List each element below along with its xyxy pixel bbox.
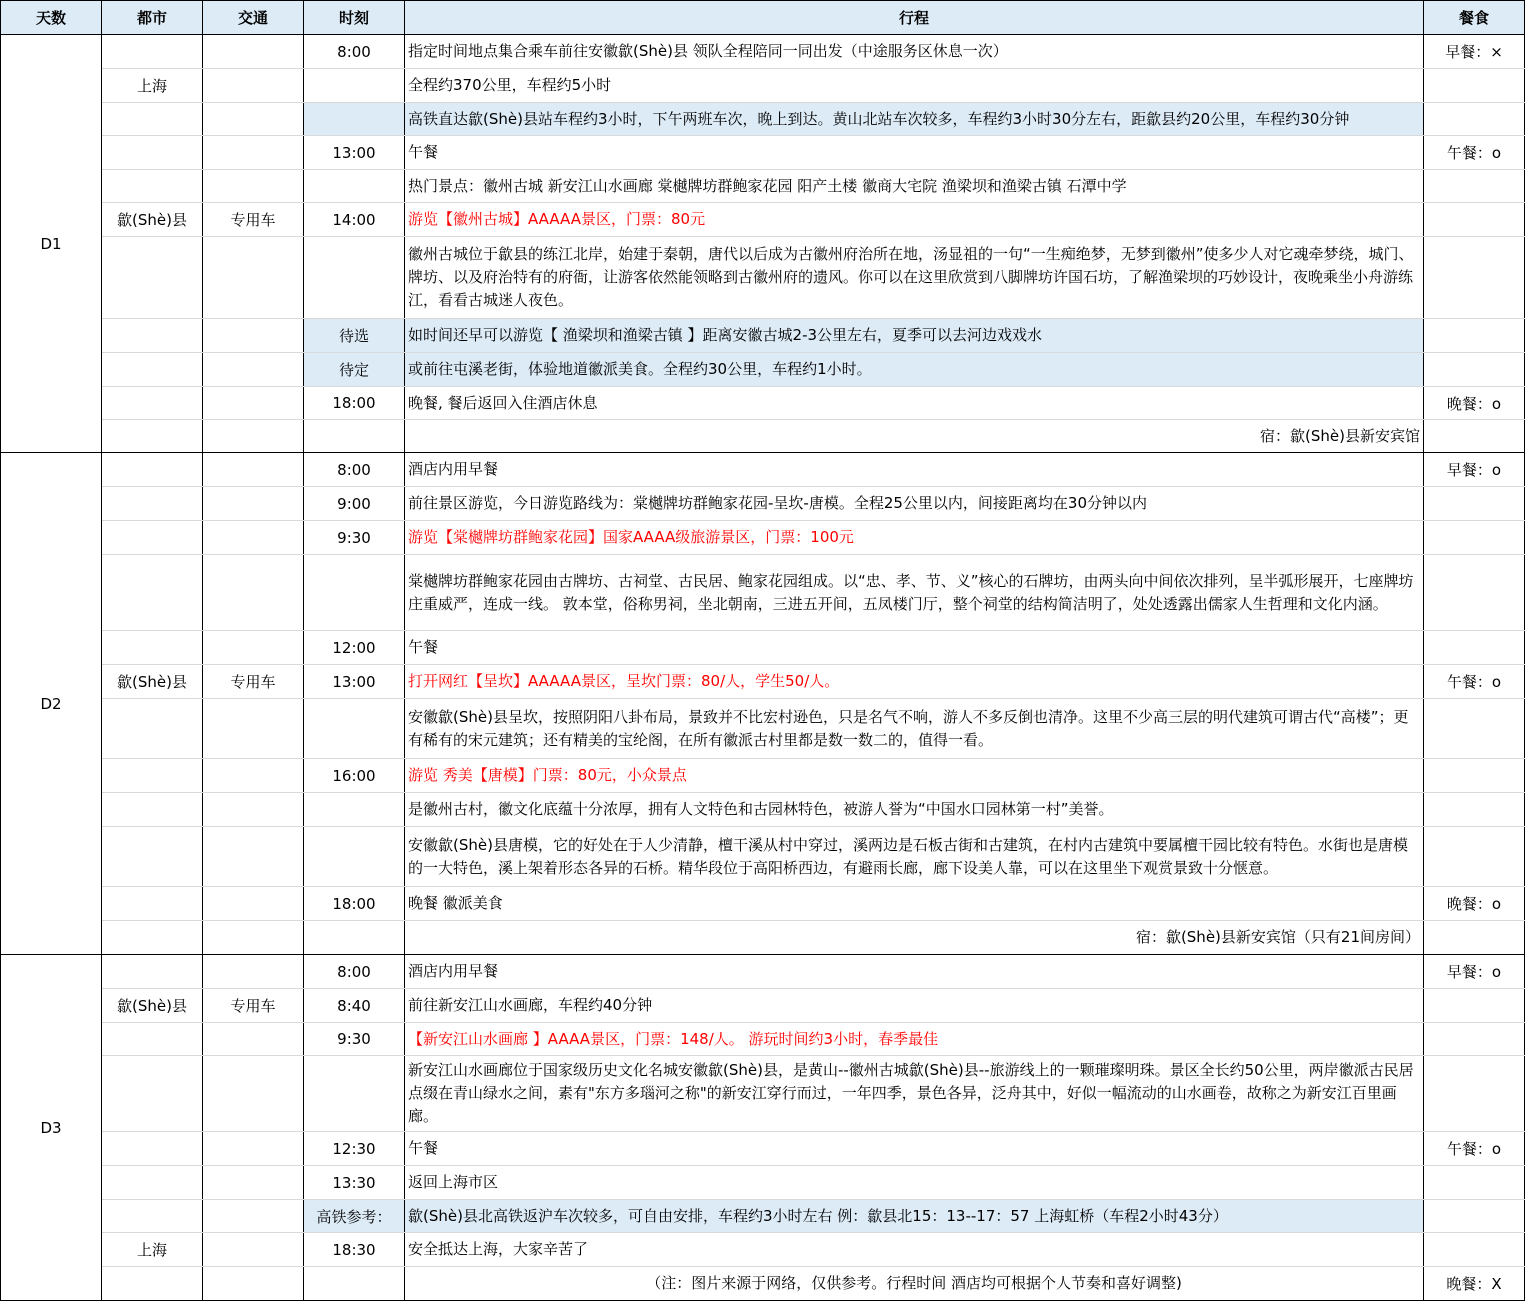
time-cell: 18:30 [304, 1233, 405, 1267]
transport-cell [203, 827, 304, 887]
meal-cell [1424, 699, 1525, 759]
time-cell: 12:00 [304, 631, 405, 665]
table-row [1, 237, 1525, 319]
meal-cell [1424, 793, 1525, 827]
transport-cell [203, 387, 304, 420]
time-cell: 待定 [304, 353, 405, 387]
meal-cell [1424, 353, 1525, 387]
time-cell: 9:30 [304, 521, 405, 555]
time-cell [304, 793, 405, 827]
meal-cell [1424, 103, 1525, 136]
meal-cell: 晚餐：o [1424, 387, 1525, 420]
day-label: D2 [1, 453, 102, 955]
transport-cell [203, 699, 304, 759]
city-cell [102, 699, 203, 759]
city-cell [102, 319, 203, 353]
table-row [1, 1132, 1525, 1166]
itinerary-text: 前往景区游览，今日游览路线为：棠樾牌坊群鲍家花园-呈坎-唐模。全程25公里以内，间接距离均在30分钟以内 [405, 487, 1424, 521]
transport-cell [203, 319, 304, 353]
itinerary-text: 徽州古城位于歙县的练江北岸，始建于秦朝，唐代以后成为古徽州府治所在地，汤显祖的一句“一生痴绝梦，无梦到徽州”使多少人对它魂牵梦绕，城门、牌坊、以及府治特有的府衙，让游客依然能领略到古徽州府的遗风。你可以在这里欣赏到八脚牌坊许国石坊，了解渔梁坝的巧妙设计，夜晚乘坐小舟游练江，看看古城迷人夜色。 [405, 237, 1424, 319]
transport-cell [203, 103, 304, 136]
transport-cell [203, 1267, 304, 1301]
time-cell [304, 827, 405, 887]
table-row [1, 699, 1525, 759]
meal-cell: 早餐：× [1424, 35, 1525, 69]
table-row [1, 921, 1525, 955]
table-row [1, 887, 1525, 921]
time-cell: 13:30 [304, 1166, 405, 1200]
city-cell [102, 170, 203, 203]
city-cell [102, 453, 203, 487]
city-cell [102, 136, 203, 170]
city-cell [102, 827, 203, 887]
table-row [1, 170, 1525, 203]
table-row [1, 319, 1525, 353]
city-cell [102, 353, 203, 387]
table-row [1, 1233, 1525, 1267]
transport-cell [203, 921, 304, 955]
itinerary-text: 安徽歙(Shè)县唐模，它的好处在于人少清静，檀干溪从村中穿过，溪两边是石板古街和古建筑，在村内古建筑中要属檀干园比较有特色。水街也是唐模的一大特色，溪上架着形态各异的石桥。精华段位于高阳桥西边，有避雨长廊，廊下设美人靠，可以在这里坐下观赏景致十分惬意。 [405, 827, 1424, 887]
meal-cell: 晚餐：o [1424, 887, 1525, 921]
meal-cell: 午餐：o [1424, 1132, 1525, 1166]
meal-cell [1424, 203, 1525, 237]
time-cell: 高铁参考： [304, 1200, 405, 1233]
table-row [1, 1200, 1525, 1233]
table-row [1, 1267, 1525, 1301]
itinerary-text: 安全抵达上海，大家辛苦了 [405, 1233, 1424, 1267]
time-cell [304, 555, 405, 631]
city-cell [102, 487, 203, 521]
itinerary-text: 【新安江山水画廊 】AAAA景区，门票：148/人。 游玩时间约3小时，春季最佳 [405, 1023, 1424, 1056]
city-cell [102, 1267, 203, 1301]
time-cell: 9:00 [304, 487, 405, 521]
city-cell [102, 793, 203, 827]
time-cell: 8:40 [304, 989, 405, 1023]
city-cell [102, 420, 203, 453]
meal-cell [1424, 1056, 1525, 1132]
city-cell [102, 955, 203, 989]
city-cell [102, 35, 203, 69]
meal-cell: 晚餐：X [1424, 1267, 1525, 1301]
table-row [1, 487, 1525, 521]
transport-cell [203, 1023, 304, 1056]
transport-cell [203, 1200, 304, 1233]
itinerary-text: 游览【徽州古城】AAAAA景区，门票：80元 [405, 203, 1424, 237]
itinerary-text: 晚餐, 餐后返回入住酒店休息 [405, 387, 1424, 420]
transport-cell: 专用车 [203, 989, 304, 1023]
transport-cell [203, 237, 304, 319]
time-cell: 8:00 [304, 453, 405, 487]
city-cell [102, 1132, 203, 1166]
meal-cell: 午餐：o [1424, 136, 1525, 170]
time-cell: 12:30 [304, 1132, 405, 1166]
itinerary-text: 安徽歙(Shè)县呈坎，按照阴阳八卦布局，景致并不比宏村逊色，只是名气不响，游人不多反倒也清净。这里不少高三层的明代建筑可谓古代“高楼”；更有稀有的宋元建筑；还有精美的宝纶阁，在所有徽派古村里都是数一数二的，值得一看。 [405, 699, 1424, 759]
header-itinerary: 行程 [405, 1, 1424, 35]
time-cell: 待选 [304, 319, 405, 353]
time-cell: 16:00 [304, 759, 405, 793]
table-row [1, 69, 1525, 103]
city-cell: 上海 [102, 69, 203, 103]
meal-cell: 午餐：o [1424, 665, 1525, 699]
time-cell: 9:30 [304, 1023, 405, 1056]
table-row [1, 521, 1525, 555]
table-row [1, 665, 1525, 699]
meal-cell [1424, 1233, 1525, 1267]
transport-cell [203, 1233, 304, 1267]
meal-cell [1424, 420, 1525, 453]
transport-cell [203, 453, 304, 487]
city-cell [102, 237, 203, 319]
header-transport: 交通 [203, 1, 304, 35]
table-row [1, 631, 1525, 665]
transport-cell [203, 759, 304, 793]
table-row [1, 1056, 1525, 1132]
itinerary-text: 午餐 [405, 631, 1424, 665]
city-cell [102, 1023, 203, 1056]
transport-cell [203, 487, 304, 521]
time-cell [304, 699, 405, 759]
table-row [1, 387, 1525, 420]
itinerary-text: 酒店内用早餐 [405, 955, 1424, 989]
itinerary-text: 晚餐 徽派美食 [405, 887, 1424, 921]
meal-cell [1424, 1166, 1525, 1200]
city-cell: 歙(Shè)县 [102, 989, 203, 1023]
time-cell: 8:00 [304, 955, 405, 989]
city-cell [102, 555, 203, 631]
city-cell [102, 887, 203, 921]
city-cell [102, 1056, 203, 1132]
time-cell [304, 1267, 405, 1301]
itinerary-text: 打开网红【呈坎】AAAAA景区，呈坎门票：80/人，学生50/人。 [405, 665, 1424, 699]
meal-cell [1424, 521, 1525, 555]
table-row [1, 555, 1525, 631]
transport-cell [203, 955, 304, 989]
time-cell: 13:00 [304, 665, 405, 699]
city-cell [102, 1166, 203, 1200]
time-cell: 18:00 [304, 387, 405, 420]
transport-cell [203, 420, 304, 453]
header-day: 天数 [1, 1, 102, 35]
table-row [1, 1023, 1525, 1056]
header-city: 都市 [102, 1, 203, 35]
meal-cell [1424, 827, 1525, 887]
meal-cell [1424, 1200, 1525, 1233]
city-cell [102, 1200, 203, 1233]
day-label: D3 [1, 955, 102, 1301]
meal-cell [1424, 631, 1525, 665]
transport-cell [203, 887, 304, 921]
table-row [1, 827, 1525, 887]
itinerary-body [1, 35, 1525, 1301]
time-cell [304, 420, 405, 453]
itinerary-text: 指定时间地点集合乘车前往安徽歙(Shè)县 领队全程陪同一同出发（中途服务区休息一次） [405, 35, 1424, 69]
city-cell [102, 387, 203, 420]
table-row [1, 759, 1525, 793]
time-cell: 14:00 [304, 203, 405, 237]
transport-cell [203, 353, 304, 387]
lodging-note: 宿：歙(Shè)县新安宾馆 [405, 420, 1424, 453]
meal-cell [1424, 170, 1525, 203]
header-row [1, 1, 1525, 35]
footnote: （注：图片来源于网络，仅供参考。行程时间 酒店均可根据个人节奏和喜好调整) [405, 1267, 1424, 1301]
city-cell [102, 103, 203, 136]
table-row [1, 353, 1525, 387]
meal-cell [1424, 989, 1525, 1023]
time-cell [304, 237, 405, 319]
transport-cell [203, 35, 304, 69]
table-row [1, 1166, 1525, 1200]
itinerary-text: 热门景点：徽州古城 新安江山水画廊 棠樾牌坊群鲍家花园 阳产土楼 徽商大宅院 渔梁坝和渔梁古镇 石潭中学 [405, 170, 1424, 203]
time-cell: 13:00 [304, 136, 405, 170]
transport-cell [203, 69, 304, 103]
time-cell [304, 69, 405, 103]
transport-cell [203, 631, 304, 665]
meal-cell [1424, 487, 1525, 521]
transport-cell [203, 1166, 304, 1200]
transport-cell [203, 793, 304, 827]
transport-cell: 专用车 [203, 665, 304, 699]
table-row [1, 989, 1525, 1023]
itinerary-text: 歙(Shè)县北高铁返沪车次较多，可自由安排，车程约3小时左右 例：歙县北15：13--17：57 上海虹桥（车程2小时43分） [405, 1200, 1424, 1233]
city-cell: 歙(Shè)县 [102, 665, 203, 699]
itinerary-text: 酒店内用早餐 [405, 453, 1424, 487]
meal-cell [1424, 921, 1525, 955]
table-row [1, 203, 1525, 237]
time-cell [304, 1056, 405, 1132]
itinerary-text: 高铁直达歙(Shè)县站车程约3小时，下午两班车次，晚上到达。黄山北站车次较多，车程约3小时30分左右，距歙县约20公里，车程约30分钟 [405, 103, 1424, 136]
meal-cell [1424, 237, 1525, 319]
table-row [1, 35, 1525, 69]
itinerary-text: 是徽州古村，徽文化底蕴十分浓厚，拥有人文特色和古园林特色，被游人誉为“中国水口园林第一村”美誉。 [405, 793, 1424, 827]
table-row [1, 103, 1525, 136]
time-cell: 18:00 [304, 887, 405, 921]
lodging-note: 宿：歙(Shè)县新安宾馆（只有21间房间） [405, 921, 1424, 955]
header-meals: 餐食 [1424, 1, 1525, 35]
meal-cell [1424, 555, 1525, 631]
city-cell [102, 759, 203, 793]
itinerary-text: 全程约370公里，车程约5小时 [405, 69, 1424, 103]
meal-cell [1424, 1023, 1525, 1056]
header-time: 时刻 [304, 1, 405, 35]
meal-cell: 早餐：o [1424, 955, 1525, 989]
time-cell [304, 103, 405, 136]
itinerary-text: 午餐 [405, 136, 1424, 170]
itinerary-text: 棠樾牌坊群鲍家花园由古牌坊、古祠堂、古民居、鲍家花园组成。以“忠、孝、节、义”核心的石牌坊，由两头向中间依次排列，呈半弧形展开，七座牌坊庄重威严，连成一线。 敦本堂，俗称男祠，坐北朝南，三进五开间，五凤楼门厅，整个祠堂的结构简洁明了，处处透露出儒家人生哲理和文化内涵。 [405, 555, 1424, 631]
table-row [1, 453, 1525, 487]
table-row [1, 955, 1525, 989]
itinerary-text: 前往新安江山水画廊，车程约40分钟 [405, 989, 1424, 1023]
meal-cell [1424, 319, 1525, 353]
city-cell: 歙(Shè)县 [102, 203, 203, 237]
time-cell: 8:00 [304, 35, 405, 69]
table-row [1, 420, 1525, 453]
city-cell [102, 521, 203, 555]
transport-cell [203, 555, 304, 631]
itinerary-text: 游览 秀美【唐模】门票：80元，小众景点 [405, 759, 1424, 793]
time-cell [304, 170, 405, 203]
transport-cell [203, 170, 304, 203]
itinerary-text: 新安江山水画廊位于国家级历史文化名城安徽歙(Shè)县，是黄山--徽州古城歙(Shè)县--旅游线上的一颗璀璨明珠。景区全长约50公里，两岸徽派古民居点缀在青山绿水之间，素有"东方多瑙河之称"的新安江穿行而过，一年四季，景色各异，泛舟其中，好似一幅流动的山水画卷，故称之为新安江百里画廊。 [405, 1056, 1424, 1132]
itinerary-text: 如时间还早可以游览【 渔梁坝和渔梁古镇 】距离安徽古城2-3公里左右，夏季可以去河边戏戏水 [405, 319, 1424, 353]
itinerary-text: 游览【棠樾牌坊群鲍家花园】国家AAAA级旅游景区，门票：100元 [405, 521, 1424, 555]
transport-cell [203, 136, 304, 170]
transport-cell [203, 1132, 304, 1166]
meal-cell [1424, 69, 1525, 103]
itinerary-text: 午餐 [405, 1132, 1424, 1166]
city-cell: 上海 [102, 1233, 203, 1267]
city-cell [102, 921, 203, 955]
transport-cell: 专用车 [203, 203, 304, 237]
day-label: D1 [1, 35, 102, 453]
meal-cell [1424, 759, 1525, 793]
table-row [1, 793, 1525, 827]
transport-cell [203, 1056, 304, 1132]
itinerary-text: 或前往屯溪老街，体验地道徽派美食。全程约30公里，车程约1小时。 [405, 353, 1424, 387]
itinerary-text: 返回上海市区 [405, 1166, 1424, 1200]
transport-cell [203, 521, 304, 555]
table-row [1, 136, 1525, 170]
meal-cell: 早餐：o [1424, 453, 1525, 487]
city-cell [102, 631, 203, 665]
time-cell [304, 921, 405, 955]
